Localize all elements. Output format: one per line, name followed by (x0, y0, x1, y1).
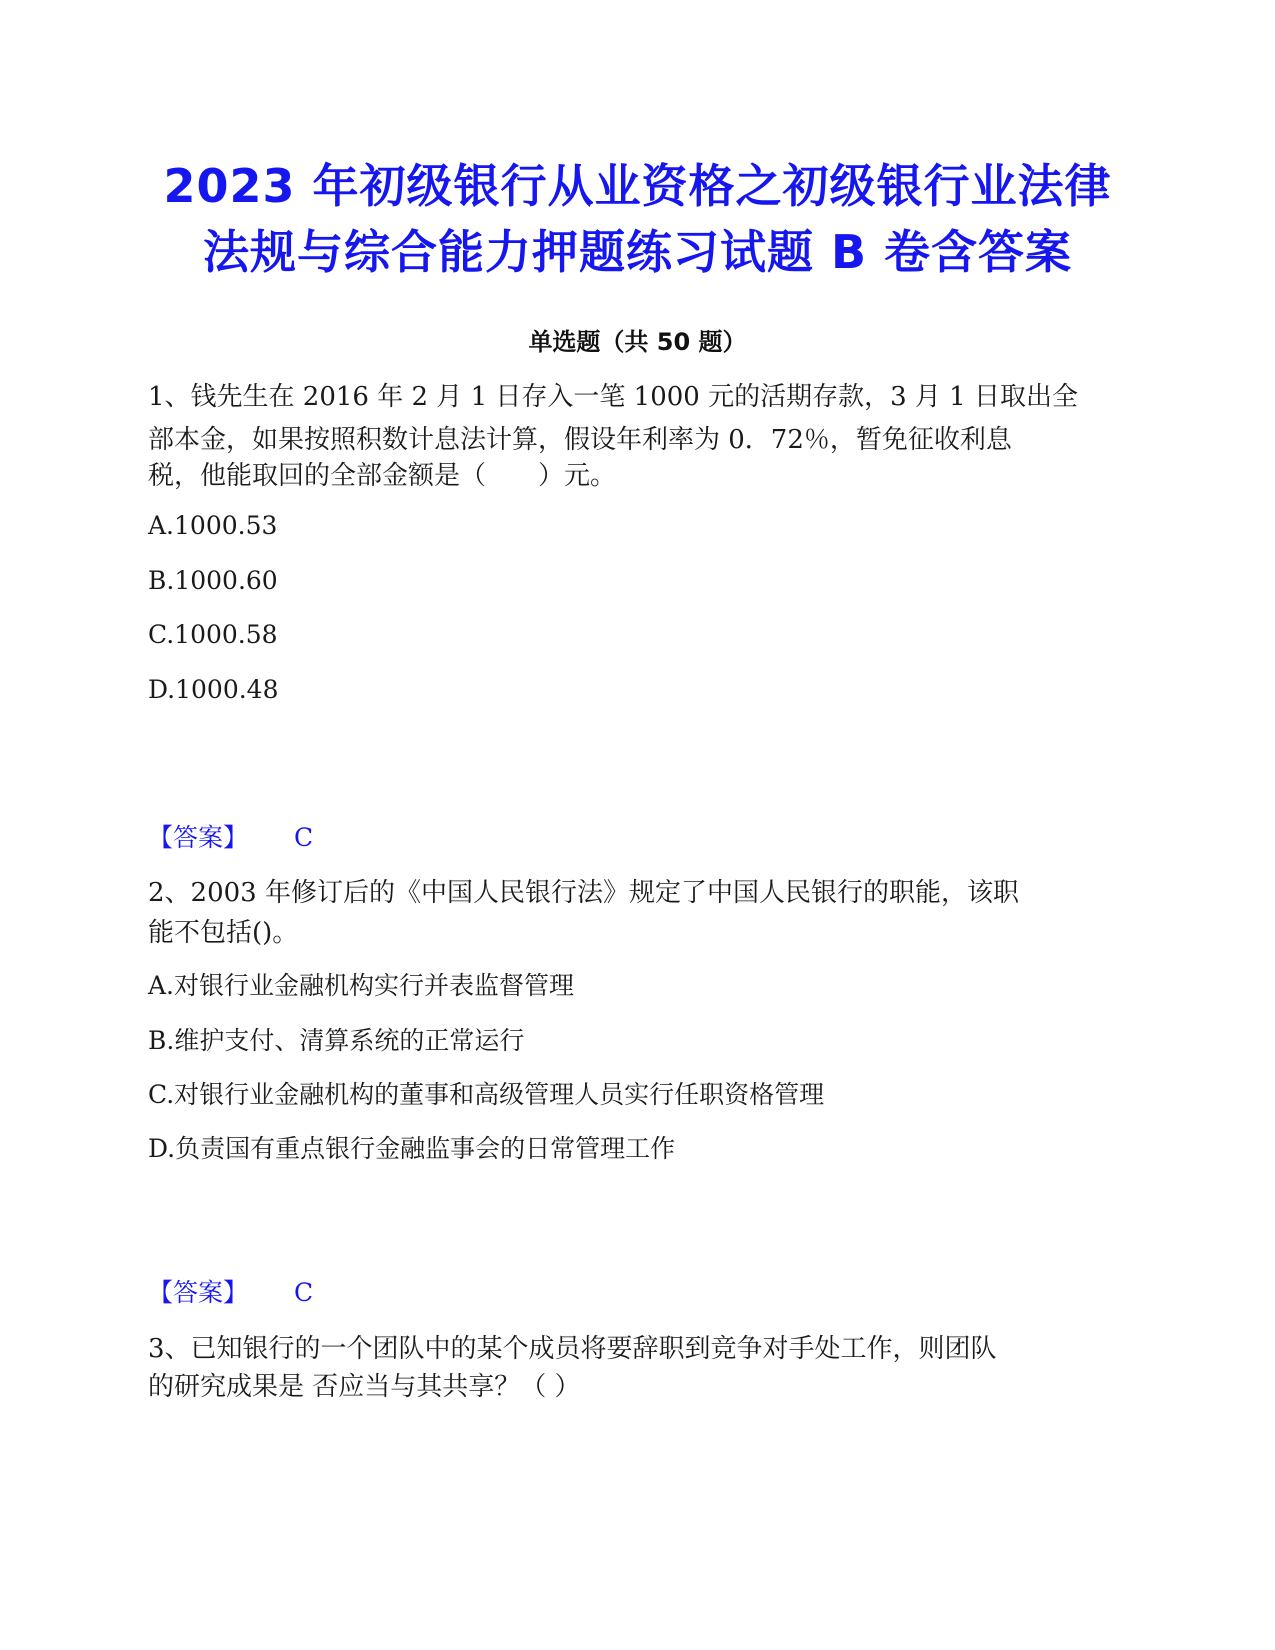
question-1-option-c: C.1000.58 (148, 620, 278, 649)
question-2-option-d: D.负责国有重点银行金融监事会的日常管理工作 (148, 1134, 676, 1163)
question-1-option-b: B.1000.60 (148, 566, 278, 595)
question-2-line-2: 能不包括()。 (148, 918, 299, 948)
question-3-line-1: 3、已知银行的一个团队中的某个成员将要辞职到竞争对手处工作，则团队 (148, 1334, 997, 1364)
document-title-line-2: 法规与综合能力押题练习试题 B 卷含答案 (202, 225, 1073, 279)
answer-label: 【答案】 (148, 1278, 249, 1307)
question-2-option-c: C.对银行业金融机构的董事和高级管理人员实行任职资格管理 (148, 1080, 825, 1109)
question-2-option-a: A.对银行业金融机构实行并表监督管理 (148, 971, 575, 1000)
question-1-option-d: D.1000.48 (148, 675, 279, 704)
document-title-line-1: 2023 年初级银行从业资格之初级银行业法律 (163, 159, 1112, 213)
section-heading: 单选题（共 50 题） (528, 328, 747, 356)
question-1-line-3: 税，他能取回的全部金额是（ ）元。 (148, 461, 617, 491)
question-2-option-b: B.维护支付、清算系统的正常运行 (148, 1026, 525, 1055)
question-1-option-a: A.1000.53 (148, 511, 278, 540)
question-3-line-2: 的研究成果是 否应当与其共享？（ ） (148, 1372, 581, 1402)
question-1-line-2: 部本金，如果按照积数计息法计算，假设年利率为 0．72％，暂免征收利息 (148, 425, 1012, 455)
answer-value: C (294, 1278, 314, 1307)
question-1-line-1: 1、钱先生在 2016 年 2 月 1 日存入一笔 1000 元的活期存款，3 月 1 日取出全 (148, 382, 1078, 412)
question-2-answer (148, 1273, 313, 1309)
answer-value: C (294, 823, 314, 852)
question-2-line-1: 2、2003 年修订后的《中国人民银行法》规定了中国人民银行的职能，该职 (148, 878, 1019, 908)
answer-label: 【答案】 (148, 823, 249, 852)
question-1-answer (148, 818, 313, 854)
